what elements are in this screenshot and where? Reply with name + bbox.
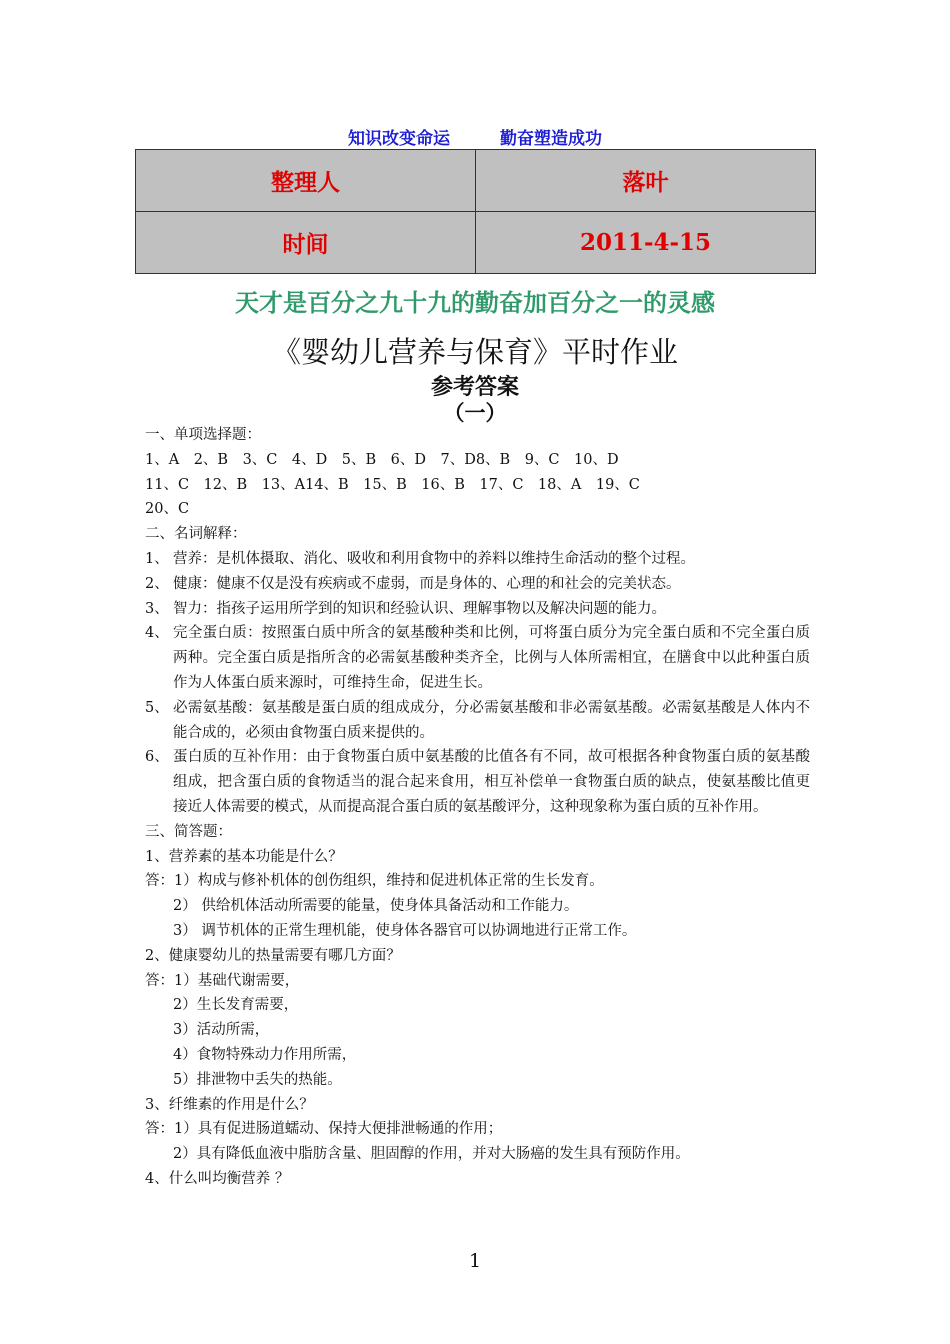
item-number: 5、: [145, 699, 169, 716]
item-text: 智力：指孩子运用所学到的知识和经验认识、理解事物以及解决问题的能力。: [173, 600, 666, 617]
info-row-organizer: [136, 150, 816, 212]
item-text: 必需氨基酸：氨基酸是蛋白质的组成成分，分必需氨基酸和非必需氨基酸。必需氨基酸是人体内不能合成的，必须由食物蛋白质来提供的。: [173, 699, 810, 741]
item-number: 2、: [145, 575, 169, 592]
item-text: 完全蛋白质：按照蛋白质中所含的氨基酸种类和比例，可将蛋白质分为完全蛋白质和不完全蛋白质两种。完全蛋白质是指所含的必需氨基酸种类齐全，比例与人体所需相宜，在膳食中以此种蛋白质作为人体蛋白质来源时，可维持生命，促进生长。: [173, 625, 810, 691]
organizer-label: 整理人: [136, 150, 476, 212]
item-text: 蛋白质的互补作用：由于食物蛋白质中氨基酸的比值各有不同，故可根据各种食物蛋白质的氨基酸组成，把含蛋白质的食物适当的混合起来食用，相互补偿单一食物蛋白质的缺点，使氨基酸比值更接近人体需要的模式，从而提高混合蛋白质的氨基酸评分，这种现象称为蛋白质的互补作用。: [173, 749, 810, 815]
question: 1、营养素的基本功能是什么？: [145, 848, 343, 865]
answer-line: 2）生长发育需要，: [173, 997, 299, 1014]
section-heading: 一、单项选择题：: [145, 427, 261, 443]
organizer-value: 落叶: [476, 150, 816, 212]
answer-line: 4）食物特殊动力作用所需，: [173, 1046, 357, 1063]
question: 4、什么叫均衡营养 ？: [145, 1170, 290, 1187]
document-body: [145, 423, 810, 1192]
item-number: 4、: [145, 625, 169, 642]
header-motto: [0, 124, 950, 149]
answer-line: 答：1）具有促进肠道蠕动、保持大便排泄畅通的作用；: [145, 1121, 503, 1138]
info-table: [135, 149, 816, 274]
motto-right: 勤奋塑造成功: [499, 129, 602, 149]
time-label: 时间: [136, 212, 476, 274]
item-number: 6、: [145, 749, 169, 766]
document-subtitle: 参考答案: [430, 375, 519, 400]
section-heading: 三、简答题：: [145, 823, 232, 840]
definition-item: [145, 621, 810, 695]
answer-line: 2） 供给机体活动所需要的能量，使身体具备活动和工作能力。: [173, 898, 579, 915]
document-title: 《婴幼儿营养与保育》平时作业: [271, 335, 678, 369]
info-row-time: [136, 212, 816, 274]
answer-line: 5）排泄物中丢失的热能。: [173, 1071, 342, 1088]
slogan: 天才是百分之九十九的勤奋加百分之一的灵感: [235, 289, 715, 317]
definition-item: [145, 597, 810, 622]
answer-line: 3）活动所需，: [173, 1022, 270, 1039]
answer-line: 答：1）构成与修补机体的创伤组织，维持和促进机体正常的生长发育。: [145, 873, 604, 890]
answer-line: 1、A 2、B 3、C 4、D 5、B 6、D 7、D8、B 9、C 10、D: [145, 451, 619, 468]
answer-line: 3） 调节机体的正常生理机能，使身体各器官可以协调地进行正常工作。: [173, 922, 637, 939]
item-text: 健康：健康不仅是没有疾病或不虚弱，而是身体的、心理的和社会的完美状态。: [173, 575, 681, 592]
answer-line: 2）具有降低血液中脂肪含量、胆固醇的作用，并对大肠癌的发生具有预防作用。: [173, 1146, 690, 1163]
item-number: 1、: [145, 550, 169, 567]
definition-item: [145, 745, 810, 819]
definition-item: [145, 696, 810, 746]
item-number: 3、: [145, 600, 169, 617]
section-heading: 二、名词解释：: [145, 526, 247, 543]
question: 2、健康婴幼儿的热量需要有哪几方面？: [145, 947, 401, 964]
page-number: 1: [468, 1250, 482, 1272]
answer-line: 答：1）基础代谢需要，: [145, 972, 300, 989]
item-text: 营养：是机体摄取、消化、吸收和利用食物中的养料以维持生命活动的整个过程。: [173, 550, 695, 567]
answer-line: 20、C: [145, 501, 190, 518]
question: 3、纤维素的作用是什么？: [145, 1096, 314, 1113]
document-part: （一）: [443, 401, 507, 425]
time-value: 2011-4-15: [476, 212, 816, 274]
motto-left: 知识改变命运: [348, 129, 451, 149]
definition-item: [145, 572, 810, 597]
answer-line: 11、C 12、B 13、A14、B 15、B 16、B 17、C 18、A 19、C: [145, 476, 640, 493]
definition-item: [145, 547, 810, 572]
